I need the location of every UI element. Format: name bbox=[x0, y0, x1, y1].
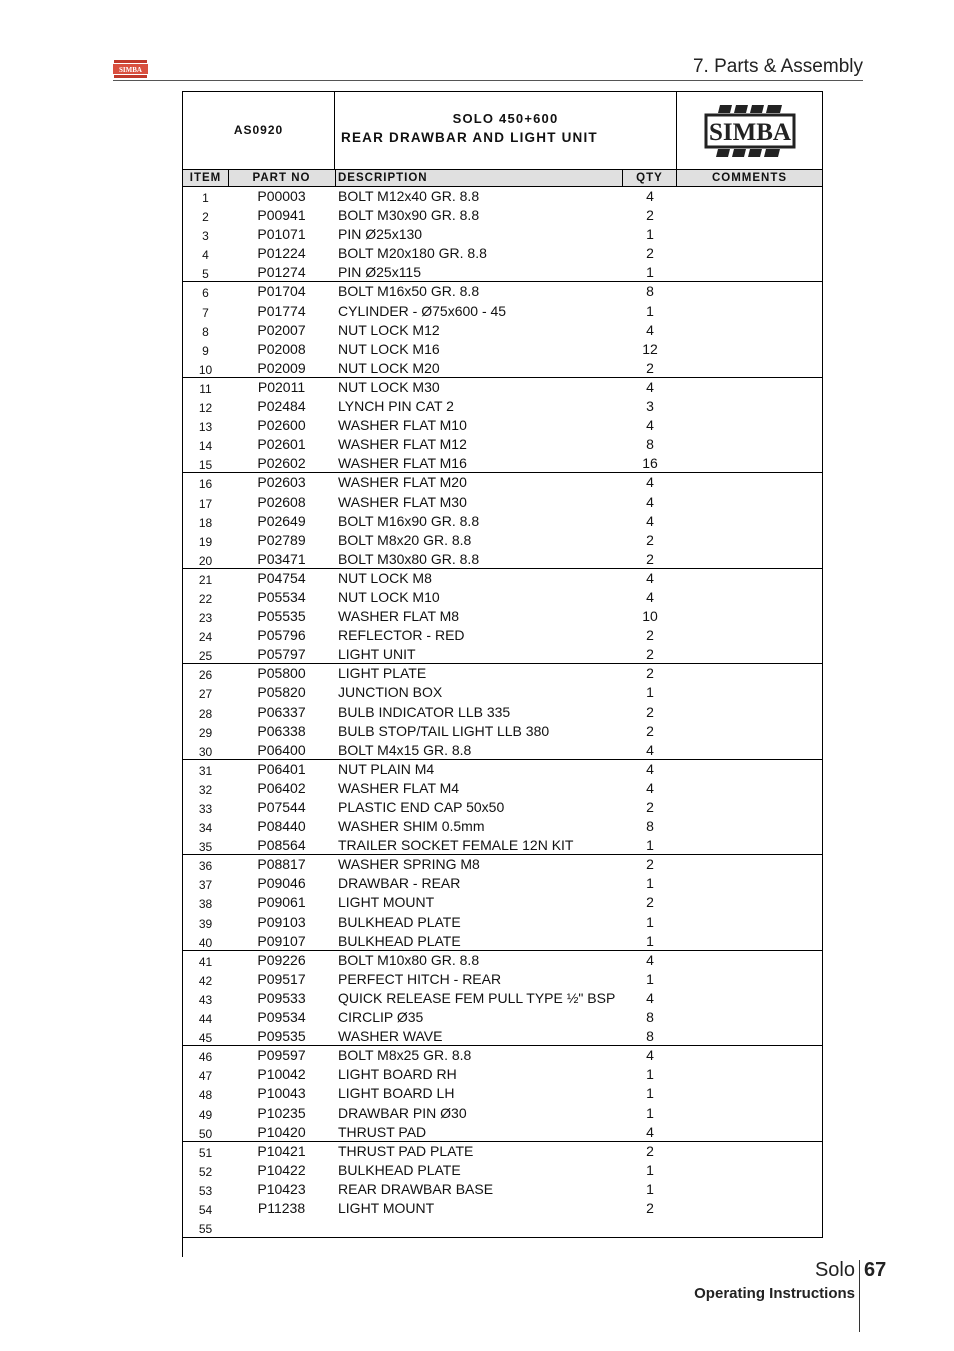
row-item: 21 bbox=[198, 572, 213, 587]
row-part-no: P10421 bbox=[257, 1142, 306, 1159]
row-item: 11 bbox=[199, 381, 212, 396]
sheet-tail-line bbox=[182, 1237, 183, 1257]
row-item: 15 bbox=[198, 458, 213, 473]
row-qty: 4 bbox=[646, 321, 654, 338]
row-item: 38 bbox=[198, 897, 213, 912]
assembly-code: AS0920 bbox=[183, 92, 335, 169]
row-item: 14 bbox=[198, 439, 213, 454]
row-description: BOLT M10x80 GR. 8.8 bbox=[338, 951, 480, 968]
row-part-no: P02649 bbox=[257, 512, 306, 529]
row-description: BOLT M16x50 GR. 8.8 bbox=[338, 283, 480, 300]
row-description: WASHER FLAT M8 bbox=[338, 608, 460, 625]
row-qty: 2 bbox=[646, 1142, 654, 1159]
table-row bbox=[183, 263, 822, 282]
row-item: 36 bbox=[198, 859, 213, 874]
table-row bbox=[183, 1199, 822, 1218]
row-qty: 1 bbox=[646, 913, 654, 930]
row-qty: 8 bbox=[646, 1028, 654, 1045]
row-description: WASHER SHIM 0.5mm bbox=[338, 818, 485, 835]
table-row bbox=[183, 759, 822, 779]
col-description: DESCRIPTION bbox=[335, 170, 623, 186]
row-part-no: P00003 bbox=[257, 188, 306, 204]
simba-logo-icon bbox=[704, 101, 796, 161]
row-qty: 4 bbox=[646, 760, 654, 777]
row-description: REFLECTOR - RED bbox=[338, 627, 465, 644]
table-row bbox=[183, 779, 822, 798]
row-qty: 4 bbox=[646, 378, 654, 395]
footer-doc-type: Operating Instructions bbox=[694, 1285, 855, 1302]
row-qty: 3 bbox=[646, 398, 654, 415]
page-number: 67 bbox=[864, 1259, 887, 1281]
row-part-no: P05800 bbox=[257, 665, 306, 682]
row-qty: 2 bbox=[646, 722, 654, 739]
row-qty: 2 bbox=[646, 665, 654, 682]
row-qty: 4 bbox=[646, 493, 654, 510]
row-qty: 2 bbox=[646, 894, 654, 911]
row-part-no: P00941 bbox=[257, 207, 306, 224]
row-item: 29 bbox=[198, 725, 213, 740]
row-part-no: P09597 bbox=[257, 1047, 306, 1064]
table-row bbox=[183, 607, 822, 626]
row-description: WASHER FLAT M16 bbox=[338, 455, 467, 472]
row-description: WASHER FLAT M20 bbox=[338, 474, 467, 491]
row-part-no: P02608 bbox=[257, 493, 306, 510]
row-item: 5 bbox=[202, 267, 209, 282]
row-description: PERFECT HITCH - REAR bbox=[338, 970, 502, 987]
row-part-no: P02602 bbox=[257, 455, 306, 472]
row-qty: 1 bbox=[646, 1104, 654, 1121]
table-row bbox=[183, 874, 822, 893]
row-part-no: P02601 bbox=[257, 436, 306, 453]
table-row bbox=[183, 663, 822, 683]
row-qty: 2 bbox=[646, 550, 654, 567]
table-row bbox=[183, 722, 822, 741]
row-qty: 4 bbox=[646, 417, 654, 434]
table-row bbox=[183, 281, 822, 301]
row-description: BULB INDICATOR LLB 335 bbox=[338, 703, 511, 720]
row-description: LIGHT BOARD RH bbox=[338, 1066, 457, 1083]
footer-product: Solo bbox=[814, 1259, 855, 1281]
row-description: BOLT M16x90 GR. 8.8 bbox=[338, 512, 480, 529]
row-item: 10 bbox=[198, 362, 213, 377]
row-part-no: P09103 bbox=[257, 913, 306, 930]
table-row bbox=[183, 1104, 822, 1123]
row-qty: 4 bbox=[646, 474, 654, 491]
row-part-no: P09517 bbox=[257, 970, 306, 987]
table-row bbox=[183, 1123, 822, 1142]
row-part-no: P07544 bbox=[257, 799, 306, 815]
table-row bbox=[183, 970, 822, 989]
row-part-no: P09046 bbox=[257, 875, 306, 892]
row-item: 28 bbox=[198, 706, 213, 721]
row-qty: 4 bbox=[646, 989, 654, 1006]
row-item: 31 bbox=[198, 763, 213, 778]
row-item: 42 bbox=[198, 973, 213, 988]
row-description: LIGHT BOARD LH bbox=[338, 1085, 455, 1102]
row-item: 25 bbox=[198, 649, 213, 664]
row-part-no: P10043 bbox=[257, 1085, 306, 1102]
table-row bbox=[183, 244, 822, 263]
row-description: LIGHT MOUNT bbox=[338, 894, 435, 911]
section-title: 7. Parts & Assembly bbox=[692, 56, 863, 77]
row-description: WASHER FLAT M10 bbox=[338, 417, 467, 434]
table-row bbox=[183, 626, 822, 645]
row-qty: 2 bbox=[646, 703, 654, 720]
row-item: 6 bbox=[202, 286, 209, 301]
table-row bbox=[183, 798, 822, 817]
row-item: 33 bbox=[198, 802, 213, 816]
table-row bbox=[183, 932, 822, 951]
row-description: WASHER FLAT M4 bbox=[338, 779, 460, 796]
row-qty: 1 bbox=[646, 226, 654, 243]
row-item: 7 bbox=[202, 305, 209, 320]
row-part-no: P05796 bbox=[257, 627, 306, 644]
row-description: BOLT M4x15 GR. 8.8 bbox=[338, 741, 472, 758]
row-item: 23 bbox=[198, 611, 213, 626]
row-item: 13 bbox=[198, 420, 213, 435]
row-qty: 1 bbox=[646, 264, 654, 281]
parts-sheet bbox=[182, 91, 823, 1238]
col-qty: QTY bbox=[623, 170, 677, 186]
table-row bbox=[183, 1008, 822, 1027]
table-row bbox=[183, 1161, 822, 1180]
row-item: 45 bbox=[198, 1031, 213, 1046]
row-description: JUNCTION BOX bbox=[338, 684, 443, 701]
row-part-no: P08817 bbox=[257, 856, 306, 873]
row-description: BOLT M20x180 GR. 8.8 bbox=[338, 245, 487, 262]
row-qty: 1 bbox=[646, 932, 654, 949]
row-qty: 1 bbox=[646, 1066, 654, 1083]
row-description: LIGHT MOUNT bbox=[338, 1199, 435, 1216]
row-part-no: P01224 bbox=[257, 245, 306, 262]
row-description: BULKHEAD PLATE bbox=[338, 932, 461, 949]
table-row bbox=[183, 377, 822, 397]
row-qty: 1 bbox=[646, 302, 654, 319]
table-row bbox=[183, 435, 822, 454]
row-qty: 2 bbox=[646, 856, 654, 873]
row-item: 26 bbox=[198, 668, 213, 683]
row-part-no: P06401 bbox=[257, 760, 306, 777]
row-item: 19 bbox=[198, 534, 213, 549]
row-part-no: P02011 bbox=[257, 378, 306, 395]
row-part-no: P10235 bbox=[257, 1104, 306, 1121]
row-description: BOLT M12x40 GR. 8.8 bbox=[338, 188, 480, 204]
row-item: 41 bbox=[198, 954, 213, 969]
row-description: REAR DRAWBAR BASE bbox=[338, 1180, 494, 1197]
row-qty: 2 bbox=[646, 245, 654, 262]
table-row bbox=[183, 1084, 822, 1103]
row-qty: 4 bbox=[646, 512, 654, 529]
table-row bbox=[183, 913, 822, 932]
table-row bbox=[183, 989, 822, 1008]
table-row bbox=[183, 187, 822, 206]
table-row bbox=[183, 1141, 822, 1161]
footer-divider bbox=[859, 1260, 860, 1332]
row-description: BULB STOP/TAIL LIGHT LLB 380 bbox=[338, 722, 550, 739]
table-row bbox=[183, 568, 822, 588]
row-description: LIGHT PLATE bbox=[338, 665, 427, 682]
assembly-title-line1: SOLO 450+600 bbox=[452, 111, 559, 126]
row-qty: 2 bbox=[646, 799, 654, 815]
row-description: DRAWBAR - REAR bbox=[338, 875, 461, 892]
row-part-no: P10422 bbox=[257, 1161, 306, 1178]
row-item: 46 bbox=[198, 1050, 213, 1065]
row-item: 53 bbox=[198, 1183, 213, 1198]
row-qty: 2 bbox=[646, 207, 654, 224]
simba-logo bbox=[677, 92, 822, 169]
row-part-no: P05535 bbox=[257, 608, 306, 625]
row-qty: 4 bbox=[646, 1047, 654, 1064]
row-qty: 1 bbox=[646, 837, 654, 854]
row-part-no: P03471 bbox=[257, 550, 306, 567]
row-item: 35 bbox=[198, 840, 213, 855]
row-qty: 4 bbox=[646, 741, 654, 758]
row-item: 27 bbox=[198, 687, 213, 702]
table-row bbox=[183, 703, 822, 722]
row-description: BOLT M30x80 GR. 8.8 bbox=[338, 550, 480, 567]
table-row bbox=[183, 206, 822, 225]
row-part-no: P05820 bbox=[257, 684, 306, 701]
row-description: BOLT M30x90 GR. 8.8 bbox=[338, 207, 480, 224]
row-item: 40 bbox=[198, 935, 213, 950]
row-description: LYNCH PIN CAT 2 bbox=[338, 398, 454, 415]
row-part-no: P10420 bbox=[257, 1123, 306, 1140]
row-part-no: P10042 bbox=[257, 1066, 306, 1083]
row-item: 47 bbox=[198, 1069, 213, 1084]
row-item: 37 bbox=[198, 878, 213, 893]
svg-text:SIMBA: SIMBA bbox=[119, 66, 142, 74]
row-part-no: P02009 bbox=[257, 359, 306, 376]
table-row bbox=[183, 397, 822, 416]
row-qty: 4 bbox=[646, 779, 654, 796]
row-description: PLASTIC END CAP 50x50 bbox=[338, 799, 505, 815]
row-qty: 1 bbox=[646, 684, 654, 701]
col-part-no: PART NO bbox=[228, 170, 336, 186]
table-row bbox=[183, 550, 822, 569]
row-item: 44 bbox=[198, 1012, 213, 1027]
row-part-no: P09061 bbox=[257, 894, 306, 911]
row-item: 34 bbox=[198, 821, 213, 836]
svg-text:SIMBA: SIMBA bbox=[708, 118, 791, 146]
row-description: BOLT M8x20 GR. 8.8 bbox=[338, 531, 472, 548]
table-row bbox=[183, 950, 822, 970]
row-item: 32 bbox=[198, 782, 213, 797]
row-item: 43 bbox=[198, 992, 213, 1007]
row-qty: 2 bbox=[646, 627, 654, 644]
table-row bbox=[183, 454, 822, 473]
row-item: 1 bbox=[202, 191, 209, 205]
row-item: 20 bbox=[198, 553, 213, 568]
row-item: 3 bbox=[202, 229, 209, 244]
table-row bbox=[183, 683, 822, 702]
row-qty: 4 bbox=[646, 588, 654, 605]
row-item: 2 bbox=[202, 210, 209, 225]
row-description: WASHER SPRING M8 bbox=[338, 856, 480, 873]
row-qty: 1 bbox=[646, 1161, 654, 1178]
row-qty: 2 bbox=[646, 646, 654, 663]
row-item: 4 bbox=[202, 248, 209, 263]
row-part-no: P01274 bbox=[257, 264, 306, 281]
row-qty: 1 bbox=[646, 875, 654, 892]
row-part-no: P09534 bbox=[257, 1009, 306, 1026]
row-part-no: P06400 bbox=[257, 741, 306, 758]
table-row bbox=[183, 416, 822, 435]
row-item: 9 bbox=[202, 343, 209, 358]
table-row bbox=[183, 493, 822, 512]
table-row bbox=[183, 854, 822, 874]
row-qty: 1 bbox=[646, 970, 654, 987]
row-part-no: P09533 bbox=[257, 989, 306, 1006]
row-description: WASHER FLAT M12 bbox=[338, 436, 467, 453]
row-qty: 16 bbox=[642, 455, 658, 472]
table-row bbox=[183, 836, 822, 855]
row-qty: 8 bbox=[646, 818, 654, 835]
table-row bbox=[183, 645, 822, 664]
table-row bbox=[183, 1027, 822, 1046]
col-item: ITEM bbox=[183, 170, 229, 186]
row-qty: 8 bbox=[646, 283, 654, 300]
row-qty: 4 bbox=[646, 188, 654, 204]
column-header-row bbox=[183, 170, 822, 187]
table-row bbox=[183, 531, 822, 550]
row-part-no: P02603 bbox=[257, 474, 306, 491]
row-part-no: P06337 bbox=[257, 703, 306, 720]
row-item: 49 bbox=[198, 1107, 213, 1122]
row-part-no: P06338 bbox=[257, 722, 306, 739]
table-row bbox=[183, 1180, 822, 1199]
row-item: 16 bbox=[198, 477, 213, 492]
simba-logo-small bbox=[113, 59, 148, 79]
row-description: NUT LOCK M8 bbox=[338, 569, 432, 586]
row-qty: 8 bbox=[646, 1009, 654, 1026]
row-part-no: P02600 bbox=[257, 417, 306, 434]
row-part-no: P09535 bbox=[257, 1028, 306, 1045]
assembly-title bbox=[335, 92, 677, 169]
table-row bbox=[183, 1218, 822, 1237]
row-description: NUT PLAIN M4 bbox=[338, 760, 435, 777]
row-part-no: P02008 bbox=[257, 340, 306, 357]
row-description: PIN Ø25x130 bbox=[338, 226, 423, 243]
row-description: QUICK RELEASE FEM PULL TYPE ½" BSP bbox=[338, 989, 616, 1006]
row-part-no: P06402 bbox=[257, 779, 306, 796]
table-row bbox=[183, 512, 822, 531]
table-row bbox=[183, 225, 822, 244]
row-description: DRAWBAR PIN Ø30 bbox=[338, 1104, 467, 1121]
row-description: CYLINDER - Ø75x600 - 45 bbox=[338, 302, 507, 319]
row-description: BULKHEAD PLATE bbox=[338, 913, 461, 930]
row-item: 52 bbox=[198, 1164, 213, 1179]
row-item: 30 bbox=[198, 744, 213, 759]
row-description: BOLT M8x25 GR. 8.8 bbox=[338, 1047, 472, 1064]
row-item: 39 bbox=[198, 916, 213, 931]
row-description: NUT LOCK M10 bbox=[338, 588, 440, 605]
row-description: NUT LOCK M20 bbox=[338, 359, 440, 376]
row-description: WASHER WAVE bbox=[338, 1028, 443, 1045]
row-description: THRUST PAD bbox=[338, 1123, 427, 1140]
row-description: NUT LOCK M16 bbox=[338, 340, 440, 357]
row-qty: 4 bbox=[646, 951, 654, 968]
row-qty: 2 bbox=[646, 531, 654, 548]
row-part-no: P05534 bbox=[257, 588, 306, 605]
row-qty: 4 bbox=[646, 1123, 654, 1140]
row-description: TRAILER SOCKET FEMALE 12N KIT bbox=[338, 837, 574, 854]
row-qty: 1 bbox=[646, 1180, 654, 1197]
row-part-no: P02007 bbox=[257, 321, 306, 338]
table-row bbox=[183, 893, 822, 912]
row-qty: 10 bbox=[642, 608, 658, 625]
row-qty: 8 bbox=[646, 436, 654, 453]
row-qty: 12 bbox=[642, 340, 658, 357]
row-description: NUT LOCK M12 bbox=[338, 321, 440, 338]
row-part-no: P05797 bbox=[257, 646, 306, 663]
row-part-no: P09226 bbox=[257, 951, 306, 968]
row-item: 50 bbox=[198, 1126, 213, 1141]
row-description: THRUST PAD PLATE bbox=[338, 1142, 474, 1159]
row-qty: 4 bbox=[646, 569, 654, 586]
row-item: 8 bbox=[202, 324, 209, 339]
row-part-no: P02789 bbox=[257, 531, 306, 548]
row-item: 54 bbox=[198, 1202, 213, 1217]
row-description: PIN Ø25x115 bbox=[338, 264, 422, 281]
row-part-no: P09107 bbox=[257, 932, 306, 949]
row-item: 18 bbox=[198, 515, 213, 530]
table-row bbox=[183, 302, 822, 321]
row-description: NUT LOCK M30 bbox=[338, 378, 440, 395]
sheet-header bbox=[183, 92, 822, 170]
table-row bbox=[183, 321, 822, 340]
table-row bbox=[183, 340, 822, 359]
col-comments: COMMENTS bbox=[711, 172, 788, 184]
row-part-no: P01704 bbox=[257, 283, 306, 300]
parts-table-body bbox=[183, 187, 822, 1237]
row-description: BULKHEAD PLATE bbox=[338, 1161, 461, 1178]
row-part-no: P10423 bbox=[257, 1180, 306, 1197]
row-qty: 2 bbox=[646, 359, 654, 376]
table-row bbox=[183, 1045, 822, 1065]
row-item: 55 bbox=[198, 1222, 213, 1237]
row-part-no: P01071 bbox=[257, 226, 306, 243]
row-part-no: P11238 bbox=[257, 1199, 306, 1216]
table-row bbox=[183, 359, 822, 378]
row-item: 48 bbox=[198, 1088, 213, 1103]
row-description: LIGHT UNIT bbox=[338, 646, 416, 663]
row-item: 12 bbox=[198, 401, 213, 416]
row-item: 24 bbox=[198, 630, 213, 645]
row-description: CIRCLIP Ø35 bbox=[338, 1009, 424, 1026]
row-item: 17 bbox=[198, 496, 213, 511]
row-part-no: P01774 bbox=[257, 302, 306, 319]
table-row bbox=[183, 741, 822, 760]
assembly-title-line2: REAR DRAWBAR AND LIGHT UNIT bbox=[341, 130, 598, 145]
row-part-no: P08440 bbox=[257, 818, 306, 835]
row-description: WASHER FLAT M30 bbox=[338, 493, 467, 510]
row-part-no: P08564 bbox=[257, 837, 306, 854]
row-item: 22 bbox=[198, 591, 213, 606]
row-part-no: P04754 bbox=[257, 569, 306, 586]
row-part-no: P02484 bbox=[257, 398, 306, 415]
row-qty: 1 bbox=[646, 1085, 654, 1102]
table-row bbox=[183, 588, 822, 607]
table-row bbox=[183, 817, 822, 836]
table-row bbox=[183, 472, 822, 492]
row-qty: 2 bbox=[646, 1199, 654, 1216]
header-divider bbox=[113, 80, 863, 81]
table-row bbox=[183, 1065, 822, 1084]
row-item: 51 bbox=[198, 1145, 213, 1160]
